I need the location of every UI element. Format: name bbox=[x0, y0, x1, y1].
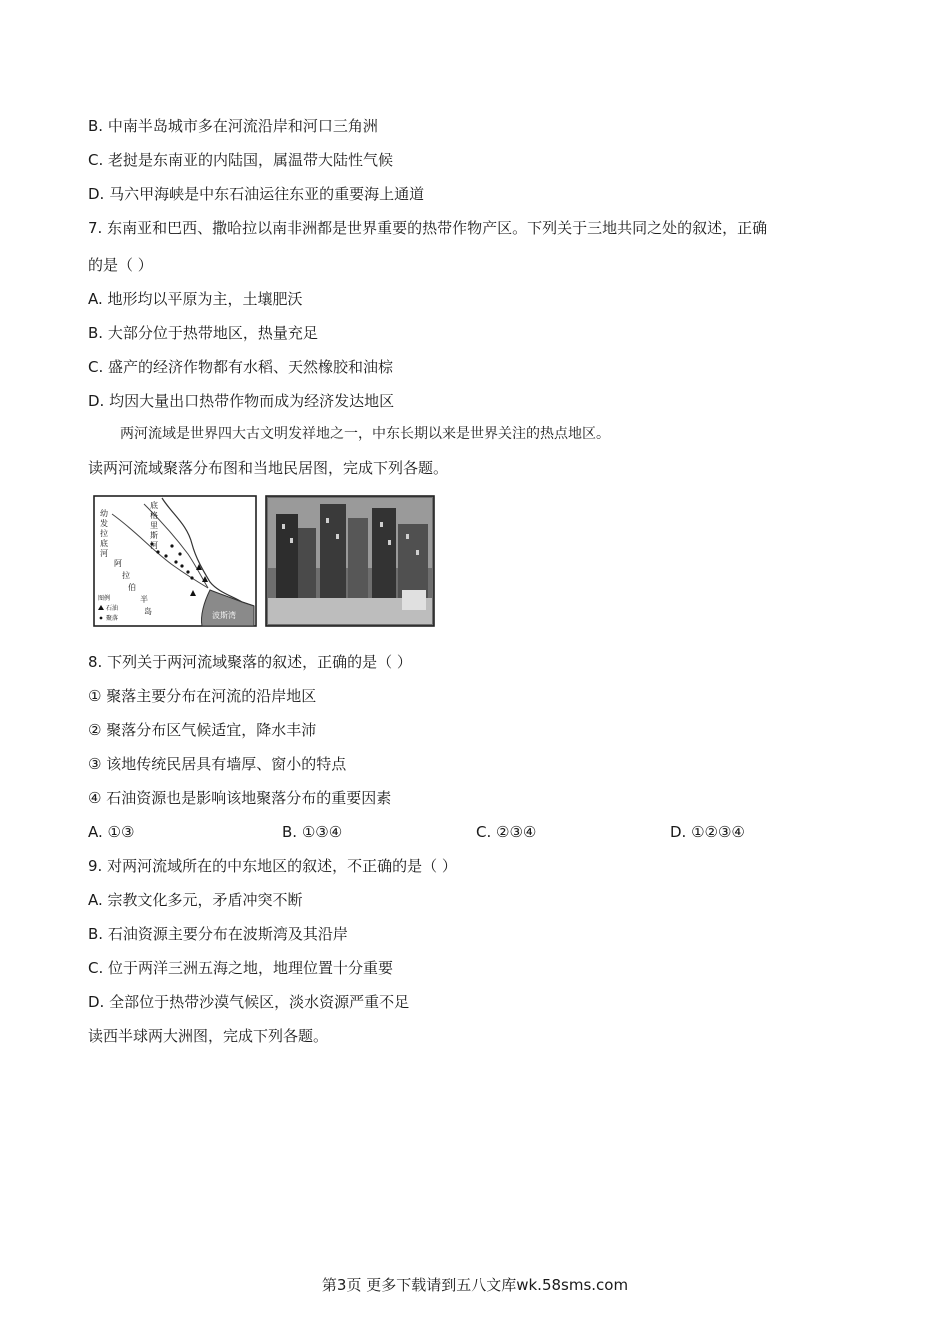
svg-text:格: 格 bbox=[150, 511, 158, 520]
q7-stem-line-2: 的是（ ） bbox=[88, 256, 153, 274]
q8-option-d: D. ①②③④ bbox=[670, 823, 745, 841]
q9-option-d: D. 全部位于热带沙漠气候区，淡水资源严重不足 bbox=[88, 993, 410, 1011]
q7-option-a: A. 地形均以平原为主，土壤肥沃 bbox=[88, 290, 303, 308]
q7-option-b: B. 大部分位于热带地区，热量充足 bbox=[88, 324, 318, 342]
q8-option-a: A. ①③ bbox=[88, 823, 135, 841]
q7-stem-line-1: 7. 东南亚和巴西、撒哈拉以南非洲都是世界重要的热带作物产区。下列关于三地共同之处的叙述，正确 bbox=[88, 219, 768, 237]
svg-text:底: 底 bbox=[150, 501, 158, 510]
q8-statement-3: ③ 该地传统民居具有墙厚、窗小的特点 bbox=[88, 755, 347, 773]
svg-text:里: 里 bbox=[150, 521, 158, 530]
svg-text:伯: 伯 bbox=[128, 583, 136, 592]
svg-text:拉: 拉 bbox=[100, 529, 108, 538]
q6-option-c: C. 老挝是东南亚的内陆国，属温带大陆性气候 bbox=[88, 151, 394, 169]
svg-text:幼: 幼 bbox=[100, 509, 108, 518]
legend-oil: 石油 bbox=[106, 605, 119, 612]
svg-text:河: 河 bbox=[100, 549, 108, 558]
passage-read: 读两河流域聚落分布图和当地民居图，完成下列各题。 bbox=[88, 459, 449, 477]
legend-settlement: 聚落 bbox=[106, 615, 119, 622]
svg-text:河: 河 bbox=[150, 541, 158, 550]
svg-text:半: 半 bbox=[140, 595, 148, 604]
q6-option-d: D. 马六甲海峡是中东石油运往东亚的重要海上通道 bbox=[88, 185, 425, 203]
q8-option-c: C. ②③④ bbox=[476, 823, 537, 841]
q6-option-b: B. 中南半岛城市多在河流沿岸和河口三角洲 bbox=[88, 117, 378, 135]
q9-option-b: B. 石油资源主要分布在波斯湾及其沿岸 bbox=[88, 925, 348, 943]
q8-statement-4: ④ 石油资源也是影响该地聚落分布的重要因素 bbox=[88, 789, 392, 807]
figure-map-and-photo bbox=[92, 494, 436, 630]
gulf-label: 波斯湾 bbox=[212, 611, 236, 620]
svg-text:底: 底 bbox=[100, 539, 108, 548]
svg-text:拉: 拉 bbox=[122, 571, 130, 580]
svg-text:斯: 斯 bbox=[150, 531, 158, 540]
page-footer: 第3页 更多下载请到五八文库wk.58sms.com bbox=[321, 1276, 629, 1294]
svg-text:发: 发 bbox=[100, 519, 108, 528]
svg-text:岛: 岛 bbox=[144, 607, 152, 616]
q9-option-c: C. 位于两洋三洲五海之地，地理位置十分重要 bbox=[88, 959, 394, 977]
q8-statement-1: ① 聚落主要分布在河流的沿岸地区 bbox=[88, 687, 317, 705]
settlement-map bbox=[94, 496, 256, 626]
q9-stem: 9. 对两河流域所在的中东地区的叙述，不正确的是（ ） bbox=[88, 857, 457, 875]
q10-lead: 读西半球两大洲图，完成下列各题。 bbox=[88, 1027, 329, 1045]
q7-option-c: C. 盛产的经济作物都有水稻、天然橡胶和油棕 bbox=[88, 358, 394, 376]
q8-stem: 8. 下列关于两河流域聚落的叙述，正确的是（ ） bbox=[88, 653, 412, 671]
dwelling-photo bbox=[266, 496, 434, 626]
q7-option-d: D. 均因大量出口热带作物而成为经济发达地区 bbox=[88, 392, 395, 410]
q8-option-b: B. ①③④ bbox=[282, 823, 343, 841]
passage-lead: 两河流域是世界四大古文明发祥地之一，中东长期以来是世界关注的热点地区。 bbox=[120, 426, 610, 442]
svg-text:阿: 阿 bbox=[114, 559, 122, 568]
legend-title: 图例 bbox=[98, 595, 111, 602]
q8-statement-2: ② 聚落分布区气候适宜，降水丰沛 bbox=[88, 721, 317, 739]
q9-option-a: A. 宗教文化多元，矛盾冲突不断 bbox=[88, 891, 303, 909]
